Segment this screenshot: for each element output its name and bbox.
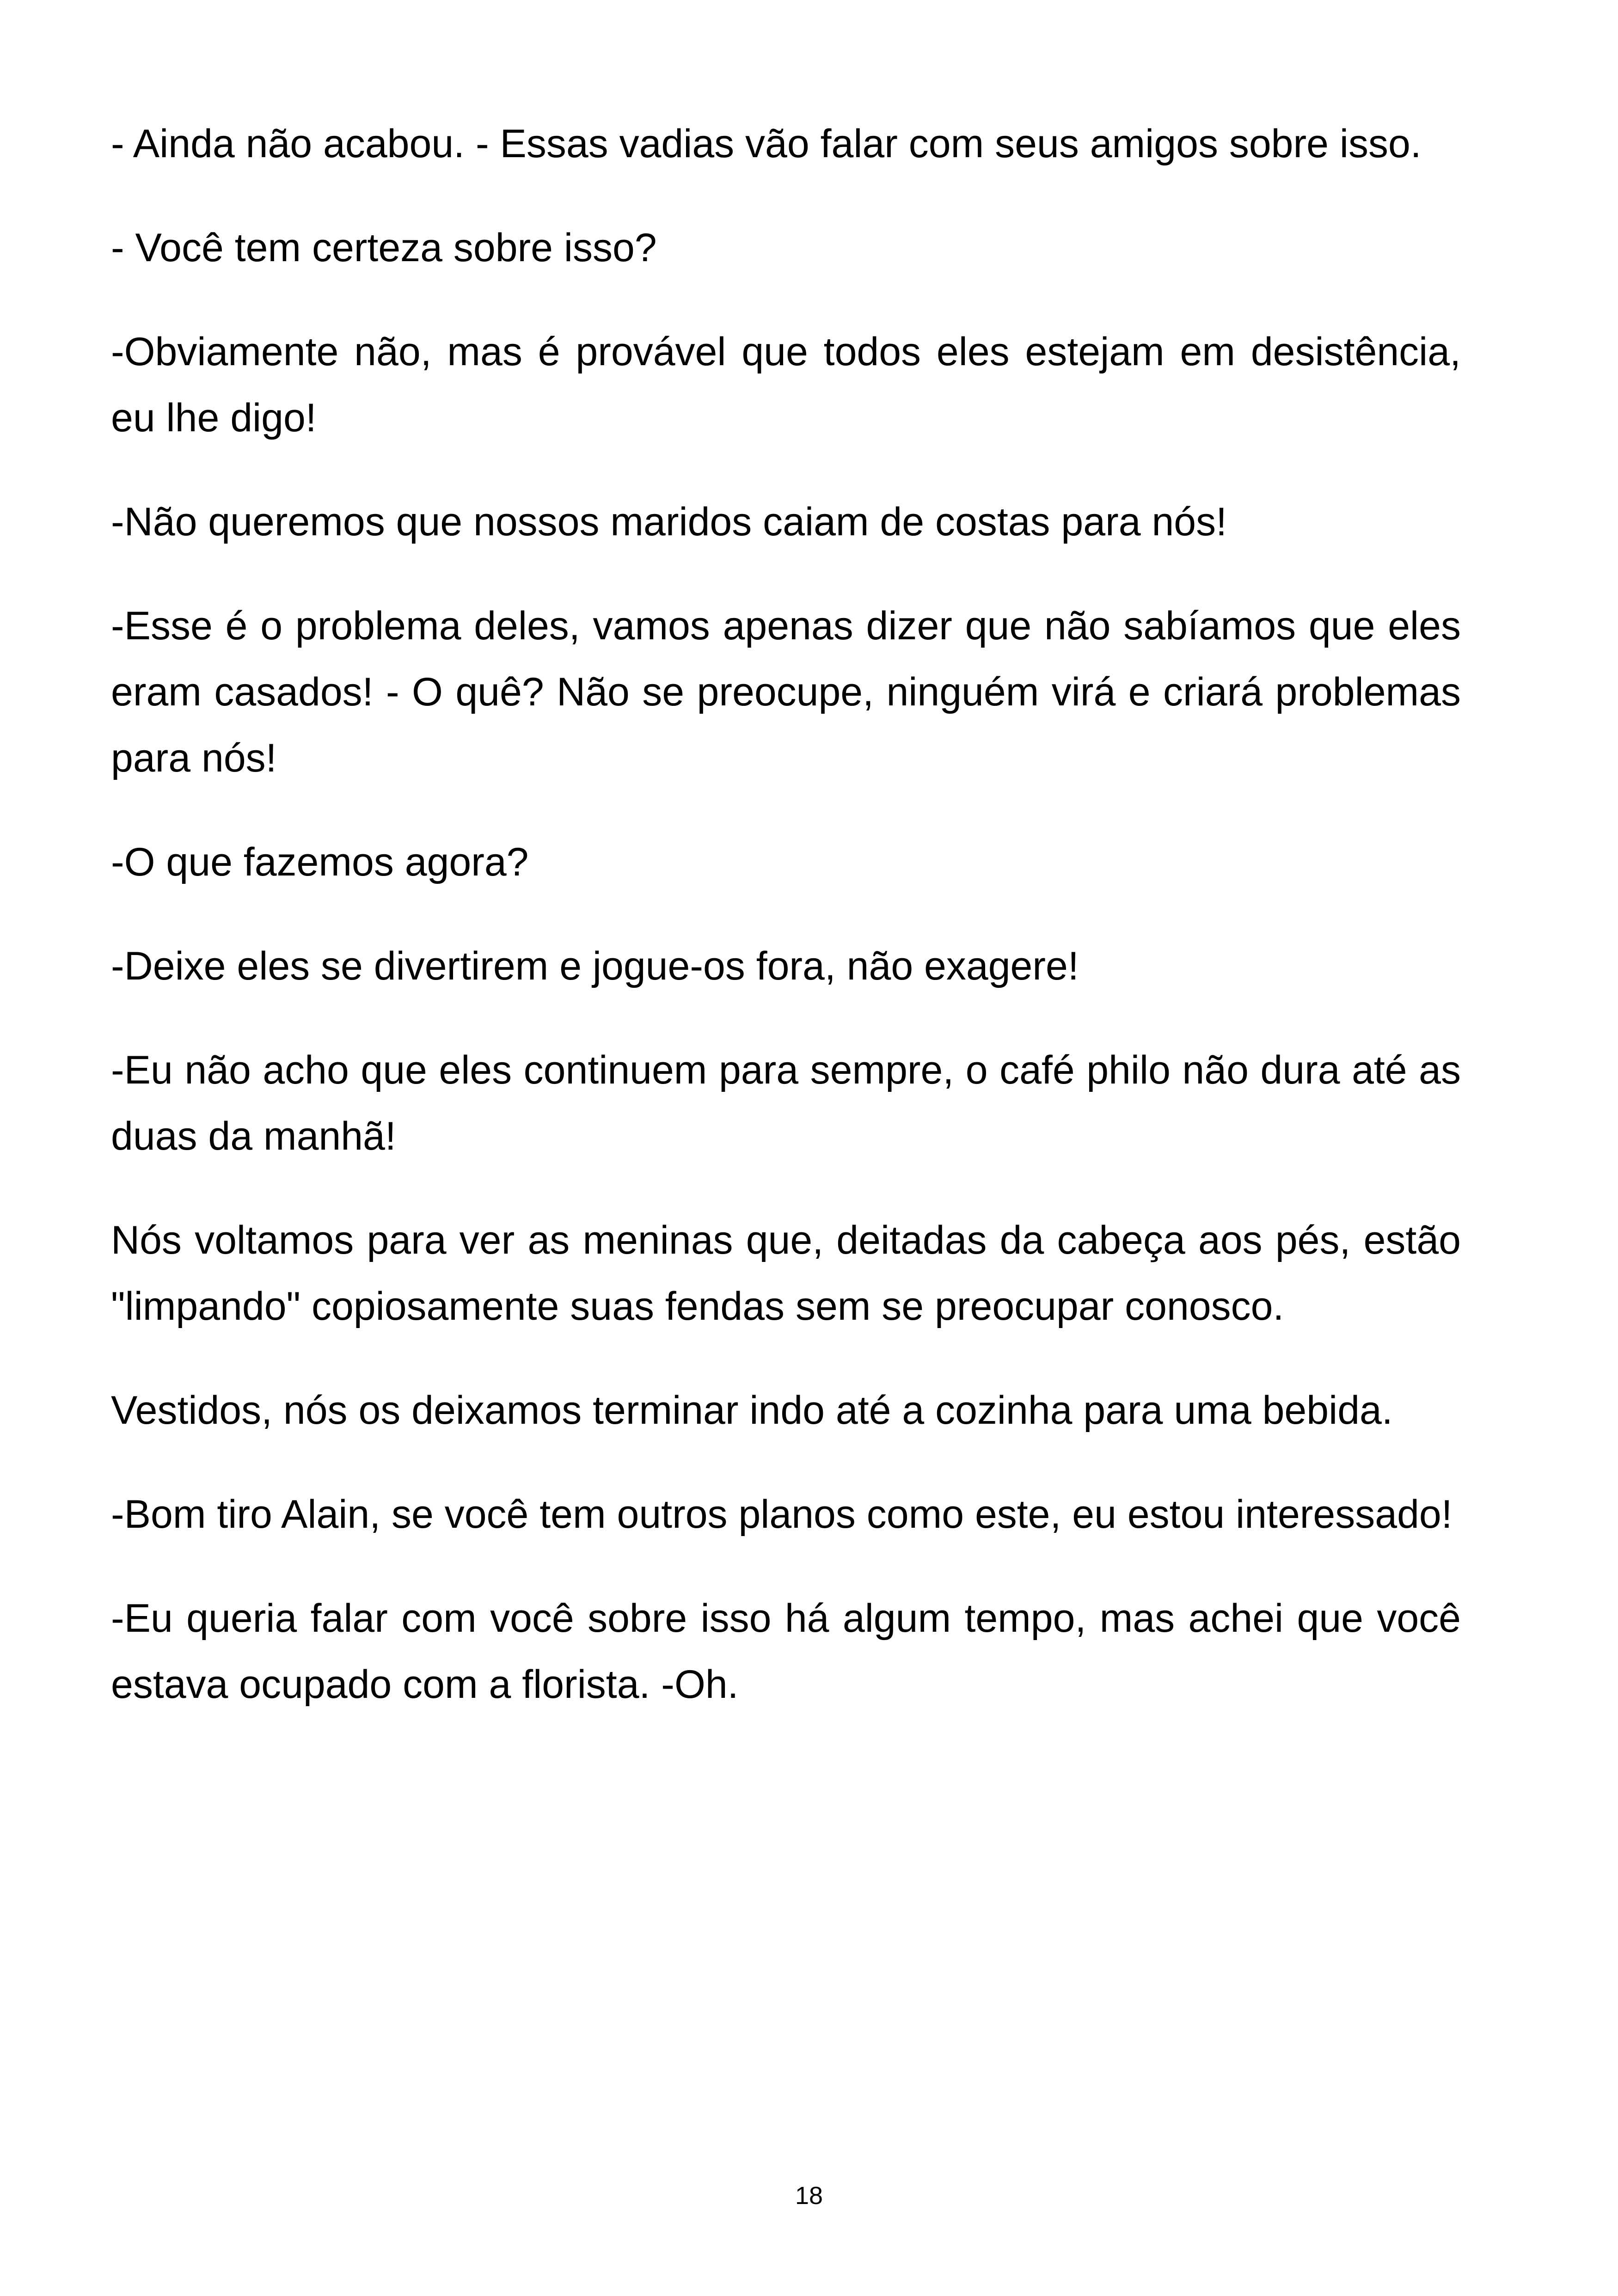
paragraph: Vestidos, nós os deixamos terminar indo até a cozinha para uma bebida. [111, 1388, 1393, 1433]
paragraph: -Eu queria falar com você sobre isso há algum tempo, mas achei que você estava ocupado com a florista. -Oh. [111, 1596, 1461, 1707]
paragraph: -Não queremos que nossos maridos caiam de costas para nós! [111, 500, 1227, 544]
page-body [111, 111, 1461, 1756]
paragraph: -Esse é o problema deles, vamos apenas dizer que não sabíamos que eles eram casados! - O quê? Não se preocupe, ninguém virá e criará problemas para nós! [111, 604, 1461, 780]
paragraph: -Bom tiro Alain, se você tem outros planos como este, eu estou interessado! [111, 1492, 1453, 1537]
paragraph: - Ainda não acabou. - Essas vadias vão falar com seus amigos sobre isso. [111, 122, 1422, 166]
paragraph: -Obviamente não, mas é provável que todos eles estejam em desistência, eu lhe digo! [111, 330, 1461, 440]
page-number: 18 [795, 2182, 823, 2210]
paragraph: - Você tem certeza sobre isso? [111, 226, 657, 270]
paragraph: -O que fazemos agora? [111, 840, 529, 884]
paragraph: -Deixe eles se divertirem e jogue-os fora, não exagere! [111, 944, 1079, 988]
paragraph: -Eu não acho que eles continuem para sempre, o café philo não dura até as duas da manhã! [111, 1048, 1461, 1158]
paragraph: Nós voltamos para ver as meninas que, deitadas da cabeça aos pés, estão "limpando" copiosamente suas fendas sem se preocupar conosco. [111, 1218, 1461, 1329]
